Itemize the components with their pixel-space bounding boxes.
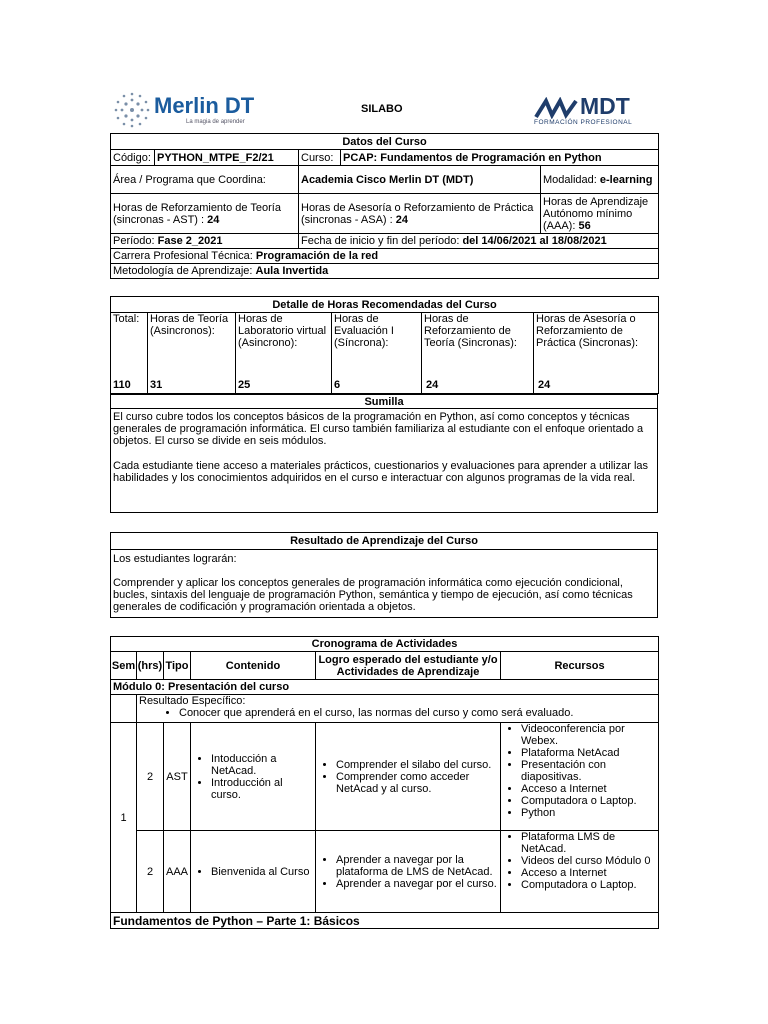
horas-header-total: Total: — [111, 313, 148, 378]
resultado-title: Resultado de Aprendizaje del Curso — [111, 533, 658, 550]
list-item: • Comprender el silabo del curso. — [336, 759, 498, 771]
horas-title: Detalle de Horas Recomendadas del Curso — [111, 297, 659, 313]
list-item: • Acceso a Internet — [521, 867, 656, 879]
teoria-cell — [111, 194, 299, 234]
list-item: • Python — [521, 807, 656, 819]
row1-hrs: 2 — [137, 723, 164, 831]
fecha-cell — [299, 234, 659, 249]
list-item: • Intoducción a NetAcad. — [211, 753, 313, 777]
practica-cell — [299, 194, 541, 234]
resultado-text: Comprender y aplicar los conceptos generales de programación informática como ejecución condicional, bucles, sintaxis del lenguaje de programación Python, semántica y tiempo de ejecución, así como técnicas generales de codificación y programación orientada a objetos. — [113, 577, 633, 613]
cronograma-table — [110, 636, 659, 929]
mdt-wave-icon — [534, 97, 578, 119]
horas-value-total: 110 — [111, 378, 148, 394]
list-item: • Bienvenida al Curso — [211, 866, 313, 878]
row1-recursos — [501, 723, 659, 831]
list-item: • Videoconferencia por Webex. — [521, 723, 656, 747]
empty-cell — [111, 695, 137, 723]
fecha-value: del 14/06/2021 al 18/08/2021 — [462, 235, 607, 247]
row1-contenido — [191, 723, 316, 831]
carrera-label: Carrera Profesional Técnica: — [113, 250, 253, 262]
modalidad-cell — [541, 166, 659, 194]
area-value: Academia Cisco Merlin DT (MDT) — [299, 166, 541, 194]
col-sem: Sem — [111, 652, 137, 680]
metodologia-value: Aula Invertida — [255, 265, 329, 277]
sumilla-paragraph-1: El curso cubre todos los conceptos básicos de la programación en Python, así como conceptos y técnicas generales de programación informática. El curso también familiariza al estudiante con el enfoque orientado a objetos. El curso se divide en seis módulos. — [113, 411, 644, 447]
col-logro: Logro esperado del estudiante y/o Actividades de Aprendizaje — [316, 652, 501, 680]
merlin-logo-text: Merlin DT — [154, 93, 255, 118]
row2-logro — [316, 831, 501, 913]
resultado-especifico-item: • Conocer que aprenderá en el curso, las normas del curso y como será evaluado. — [179, 707, 656, 719]
horas-value-evaluacion: 6 — [332, 378, 422, 394]
list-item: • Acceso a Internet — [521, 783, 656, 795]
carrera-value: Programación de la red — [255, 250, 379, 262]
sumilla-title: Sumilla — [111, 395, 658, 409]
merlin-tagline: La magia de aprender — [186, 119, 245, 125]
horas-header-teoria: Horas de Teoría (Asincronos): — [148, 313, 236, 378]
horas-value-teoria: 31 — [148, 378, 236, 394]
resultado-body — [111, 550, 658, 618]
list-item: • Videos del curso Módulo 0 — [521, 855, 656, 867]
fecha-label: Fecha de inicio y fin del período: — [301, 235, 460, 247]
resultado-especifico-label: Resultado Específico: — [139, 695, 246, 707]
list-item: • Plataforma NetAcad — [521, 747, 656, 759]
list-item: • Computadora o Laptop. — [521, 879, 656, 891]
resultado-intro: Los estudiantes lograrán: — [113, 553, 237, 565]
datos-title: Datos del Curso — [111, 134, 659, 150]
teoria-label: Horas de Reforzamiento de Teoría (sincronas - AST) : — [113, 201, 281, 226]
codigo-label: Código: — [111, 150, 155, 166]
modulo-0-title: Módulo 0: Presentación del curso — [111, 680, 659, 695]
codigo-value: PYTHON_MTPE_F2/21 — [155, 150, 299, 166]
aaa-cell — [541, 194, 659, 234]
practica-value: 24 — [395, 213, 409, 226]
row1-logro — [316, 723, 501, 831]
mdt-logo-text: MDT — [580, 93, 630, 119]
page-title: SILABO — [361, 103, 403, 115]
horas-header-ref-practica: Horas de Asesoría o Reforzamiento de Práctica (Sincronas): — [534, 313, 659, 378]
list-item: • Introducción al curso. — [211, 777, 313, 801]
horas-header-ref-teoria: Horas de Reforzamiento de Teoría (Sincronas): — [422, 313, 534, 378]
area-label: Área / Programa que Coordina: — [111, 166, 299, 194]
curso-label: Curso: — [299, 150, 341, 166]
row1-tipo: AST — [164, 723, 191, 831]
list-item: • Presentación con diapositivas. — [521, 759, 656, 783]
horas-value-laboratorio: 25 — [236, 378, 332, 394]
list-item: • Plataforma LMS de NetAcad. — [521, 831, 656, 855]
datos-curso-table — [110, 133, 659, 279]
col-hrs: (hrs) — [137, 652, 164, 680]
merlin-logo — [112, 90, 255, 130]
horas-value-ref-teoria: 24 — [422, 378, 534, 394]
list-item: • Computadora o Laptop. — [521, 795, 656, 807]
list-item: • Aprender a navegar por la plataforma de LMS de NetAcad. — [336, 854, 498, 878]
carrera-cell — [111, 249, 659, 264]
list-item: • Comprender como acceder NetAcad y al curso. — [336, 771, 498, 795]
sumilla-table — [110, 394, 658, 513]
col-contenido: Contenido — [191, 652, 316, 680]
periodo-label: Período: — [113, 235, 155, 247]
resultado-especifico — [137, 695, 659, 723]
modalidad-value: e-learning — [599, 173, 653, 186]
horas-table — [110, 296, 659, 394]
horas-header-evaluacion: Horas de Evaluación I (Síncrona): — [332, 313, 422, 378]
mdt-tagline: FORMACIÓN PROFESIONAL — [534, 119, 633, 126]
aaa-label: Horas de Aprendizaje Autónomo mínimo (AAA): — [543, 195, 649, 232]
cronograma-title: Cronograma de Actividades — [111, 637, 659, 652]
sumilla-paragraph-2: Cada estudiante tiene acceso a materiales prácticos, cuestionarios y evaluaciones para aprender a utilizar las habilidades y los conocimientos adquiridos en el curso e interactuar con algunos programas de la vida real. — [113, 460, 649, 484]
row2-tipo: AAA — [164, 831, 191, 913]
modalidad-label: Modalidad: — [543, 173, 597, 186]
metodologia-cell — [111, 264, 659, 279]
col-recursos: Recursos — [501, 652, 659, 680]
merlin-sphere-icon — [112, 90, 152, 130]
row2-recursos — [501, 831, 659, 913]
col-tipo: Tipo — [164, 652, 191, 680]
modulo-1-title: Fundamentos de Python – Parte 1: Básicos — [111, 913, 659, 929]
mdt-logo — [534, 95, 646, 127]
metodologia-label: Metodología de Aprendizaje: — [113, 265, 253, 277]
horas-value-ref-practica: 24 — [534, 378, 659, 394]
sumilla-body — [111, 409, 658, 513]
horas-header-laboratorio: Horas de Laboratorio virtual (Asincrono): — [236, 313, 332, 378]
curso-value: PCAP: Fundamentos de Programación en Python — [341, 150, 659, 166]
list-item: • Aprender a navegar por el curso. — [336, 878, 498, 890]
resultado-table — [110, 532, 658, 618]
row2-hrs: 2 — [137, 831, 164, 913]
periodo-cell — [111, 234, 299, 249]
practica-label: Horas de Asesoría o Reforzamiento de Práctica (sincronas - ASA) : — [301, 201, 534, 226]
aaa-value: 56 — [578, 219, 591, 232]
sem-number: 1 — [111, 723, 137, 913]
row2-contenido — [191, 831, 316, 913]
periodo-value: Fase 2_2021 — [157, 235, 223, 247]
teoria-value: 24 — [207, 213, 220, 226]
